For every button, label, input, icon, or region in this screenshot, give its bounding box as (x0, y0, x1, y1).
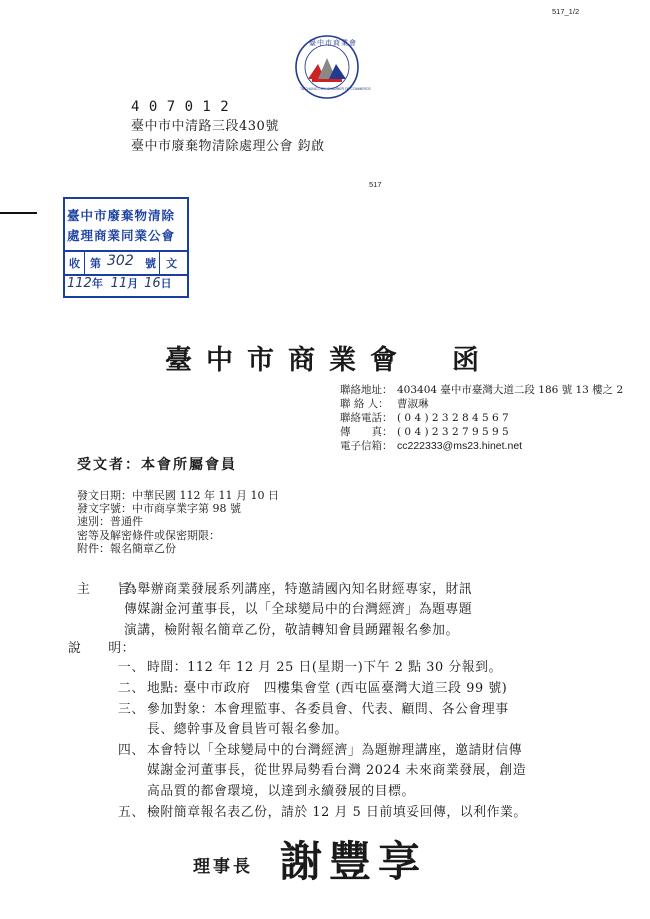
chamber-of-commerce-seal-icon (294, 34, 371, 100)
document-small-number: 517 (369, 180, 382, 189)
contact-phone: ( 0 4 ) 2 3 2 8 4 5 6 7 (397, 412, 509, 424)
receipt-stamp-org-line1: 臺中市廢棄物清除 (67, 208, 176, 223)
postal-code: 4 0 7 0 1 2 (131, 99, 230, 115)
recipient-name: 臺中市廢棄物清除處理公會 鈞啟 (131, 139, 325, 154)
receipt-di-label: 第 (90, 257, 101, 270)
classification: 密等及解密條件或保密期限： (77, 528, 220, 542)
receipt-month-label: 月 (127, 277, 139, 290)
receipt-stamp (63, 197, 189, 298)
issue-number: 發文字號：中市商享業字第 98 號 (77, 502, 241, 516)
receipt-hao-label: 號 (145, 257, 156, 270)
addressee: 受文者：本會所屬會員 (77, 457, 237, 473)
item-number: 五、 (118, 805, 145, 820)
receipt-year: 112 (67, 276, 92, 291)
item-number: 一、 (118, 660, 145, 675)
receipt-month: 11 (110, 276, 128, 291)
attachments: 附件：報名簡章乙份 (77, 541, 176, 555)
seal-text-arc: TAICHUNG CITY CHAMBER OF COMMERCE (300, 87, 371, 91)
item-number: 二、 (118, 681, 145, 696)
explanation-label: 說 明： (68, 641, 135, 656)
contact-person: 曹淑琳 (397, 398, 429, 410)
receipt-stamp-org-line2: 處理商業同業公會 (67, 228, 176, 243)
item-line: 參加對象：本會理監事、各委員會、代表、顧問、各公會理事 (147, 702, 509, 717)
margin-fold-mark (0, 212, 37, 214)
item-number: 四、 (118, 743, 145, 758)
item-line: 長、總幹事及會員皆可報名參加。 (147, 722, 348, 738)
subject-label: 主 旨： (77, 582, 144, 597)
receipt-day-label: 日 (160, 277, 172, 290)
contact-email-label: 電子信箱： (340, 440, 393, 452)
contact-fax-label: 傳 真： (340, 426, 393, 438)
street-address: 臺中市中清路三段430號 (131, 119, 279, 134)
subject-text (124, 580, 624, 641)
document-title: 臺中市商業會 函 (165, 345, 493, 376)
delivery-speed: 速別：普通件 (77, 515, 143, 529)
signature-title: 理事長 (193, 857, 253, 877)
mailing-address (131, 97, 325, 157)
receipt-wen-label: 文 (166, 257, 177, 270)
item-number: 三、 (118, 702, 145, 717)
contact-address: 403404 臺中市臺灣大道二段 186 號 13 樓之 2 (397, 384, 624, 396)
subject-line: 為舉辦商業發展系列講座，特邀請國內知名財經專家，財訊 (124, 582, 473, 597)
subject-line: 演講，檢附報名簡章乙份，敬請轉知會員踴躍報名參加。 (124, 622, 459, 638)
issue-date: 發文日期：中華民國 112 年 11 月 10 日 (77, 489, 279, 502)
receipt-number: 302 (107, 253, 134, 269)
contact-person-label: 聯 絡 人： (340, 398, 389, 410)
document-meta (77, 489, 279, 555)
item-line: 媒謝金河董事長，從世界局勢看台灣 2024 未來商業發展，創造 (147, 763, 527, 779)
item-line: 高品質的都會環境，以達到永續發展的目標。 (147, 783, 415, 799)
signature-name: 謝豐享 (280, 837, 428, 886)
receipt-label: 收 (69, 257, 80, 270)
item-line: 時間：112 年 12 月 25 日(星期一)下午 2 點 30 分報到。 (147, 660, 502, 675)
subject-line: 傳媒謝金河董事長，以「全球變局中的台灣經濟」為題專題 (124, 602, 473, 618)
contact-email: cc222333@ms23.hinet.net (397, 440, 523, 452)
seal-text-top: 臺中市商業會 (309, 39, 357, 47)
contact-address-label: 聯絡地址： (340, 384, 393, 396)
receipt-day: 16 (144, 276, 161, 291)
item-line: 地點: 臺中市政府 四樓集會堂 (西屯區臺灣大道三段 99 號) (147, 681, 508, 696)
receipt-year-label: 年 (91, 277, 103, 290)
item-line: 本會特以「全球變局中的台灣經濟」為題辦理講座，邀請財信傳 (147, 743, 523, 758)
item-line: 檢附簡章報名表乙份，請於 12 月 5 日前填妥回傳，以利作業。 (147, 805, 527, 820)
contact-phone-label: 聯絡電話： (340, 412, 393, 424)
contact-block (340, 383, 623, 453)
page-reference: 517_1/2 (552, 7, 580, 16)
contact-fax: ( 0 4 ) 2 3 2 7 9 5 9 5 (397, 426, 509, 438)
